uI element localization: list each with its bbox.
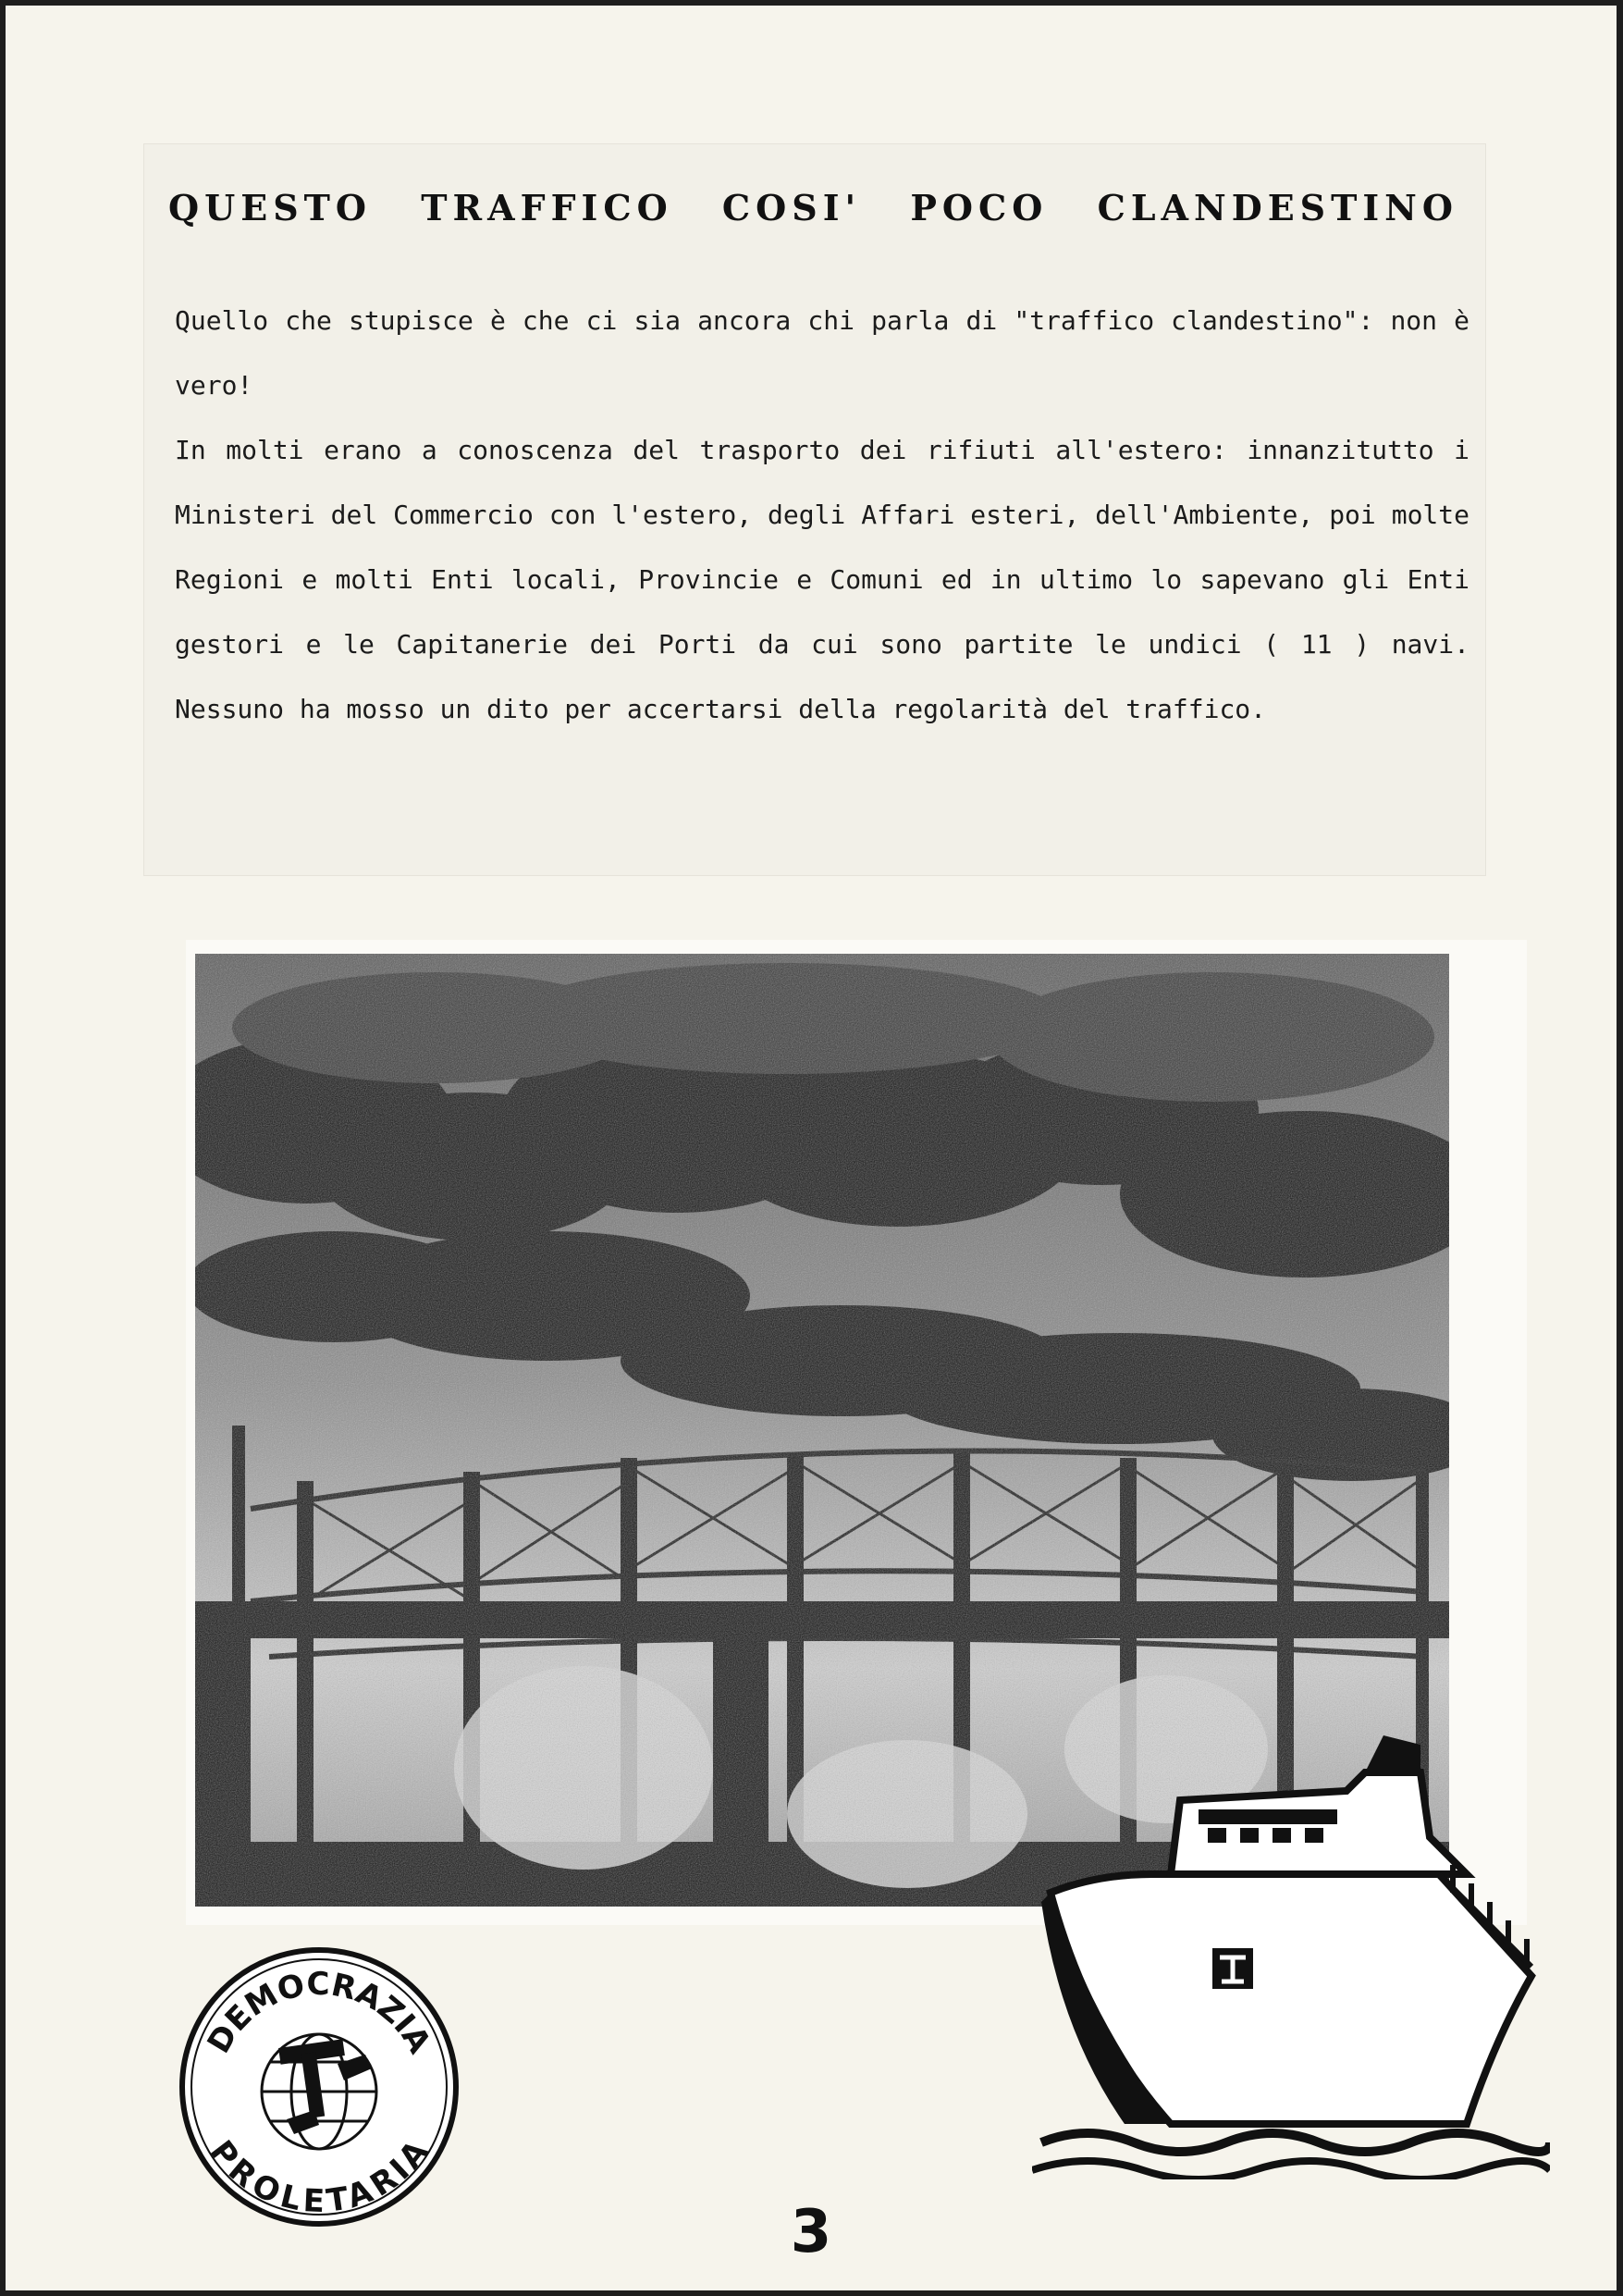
cargo-ship-drawing [1032,1735,1550,2179]
page-number: 3 [790,2198,832,2266]
article-body [175,289,1469,742]
logo-top-text: DEMOCRAZIA [200,1965,438,2060]
paragraph-1: Quello che stupisce è che ci sia ancora chi parla di "traffico clandestino": non è vero! [175,305,1469,401]
document-page [6,6,1617,2290]
article-title: QUESTO TRAFFICO COSI' POCO CLANDESTINO [168,187,1459,228]
paragraph-2: In molti erano a conoscenza del trasporto dei rifiuti all'estero: innanzitutto i Ministeri del Commercio con l'estero, degli Affari esteri, dell'Ambiente, poi molte Regioni e molti Enti locali, Provincie e Comuni ed in ultimo lo sapevano gli Enti gestori e le Capitanerie dei Porti da cui sono partite le undici ( 11 ) navi. Nessuno ha mosso un dito per accertarsi della regolarità del traffico. [175,435,1469,724]
democrazia-proletaria-emblem [176,1944,462,2230]
logo-bottom-text: PROLETARIA [202,2133,436,2221]
